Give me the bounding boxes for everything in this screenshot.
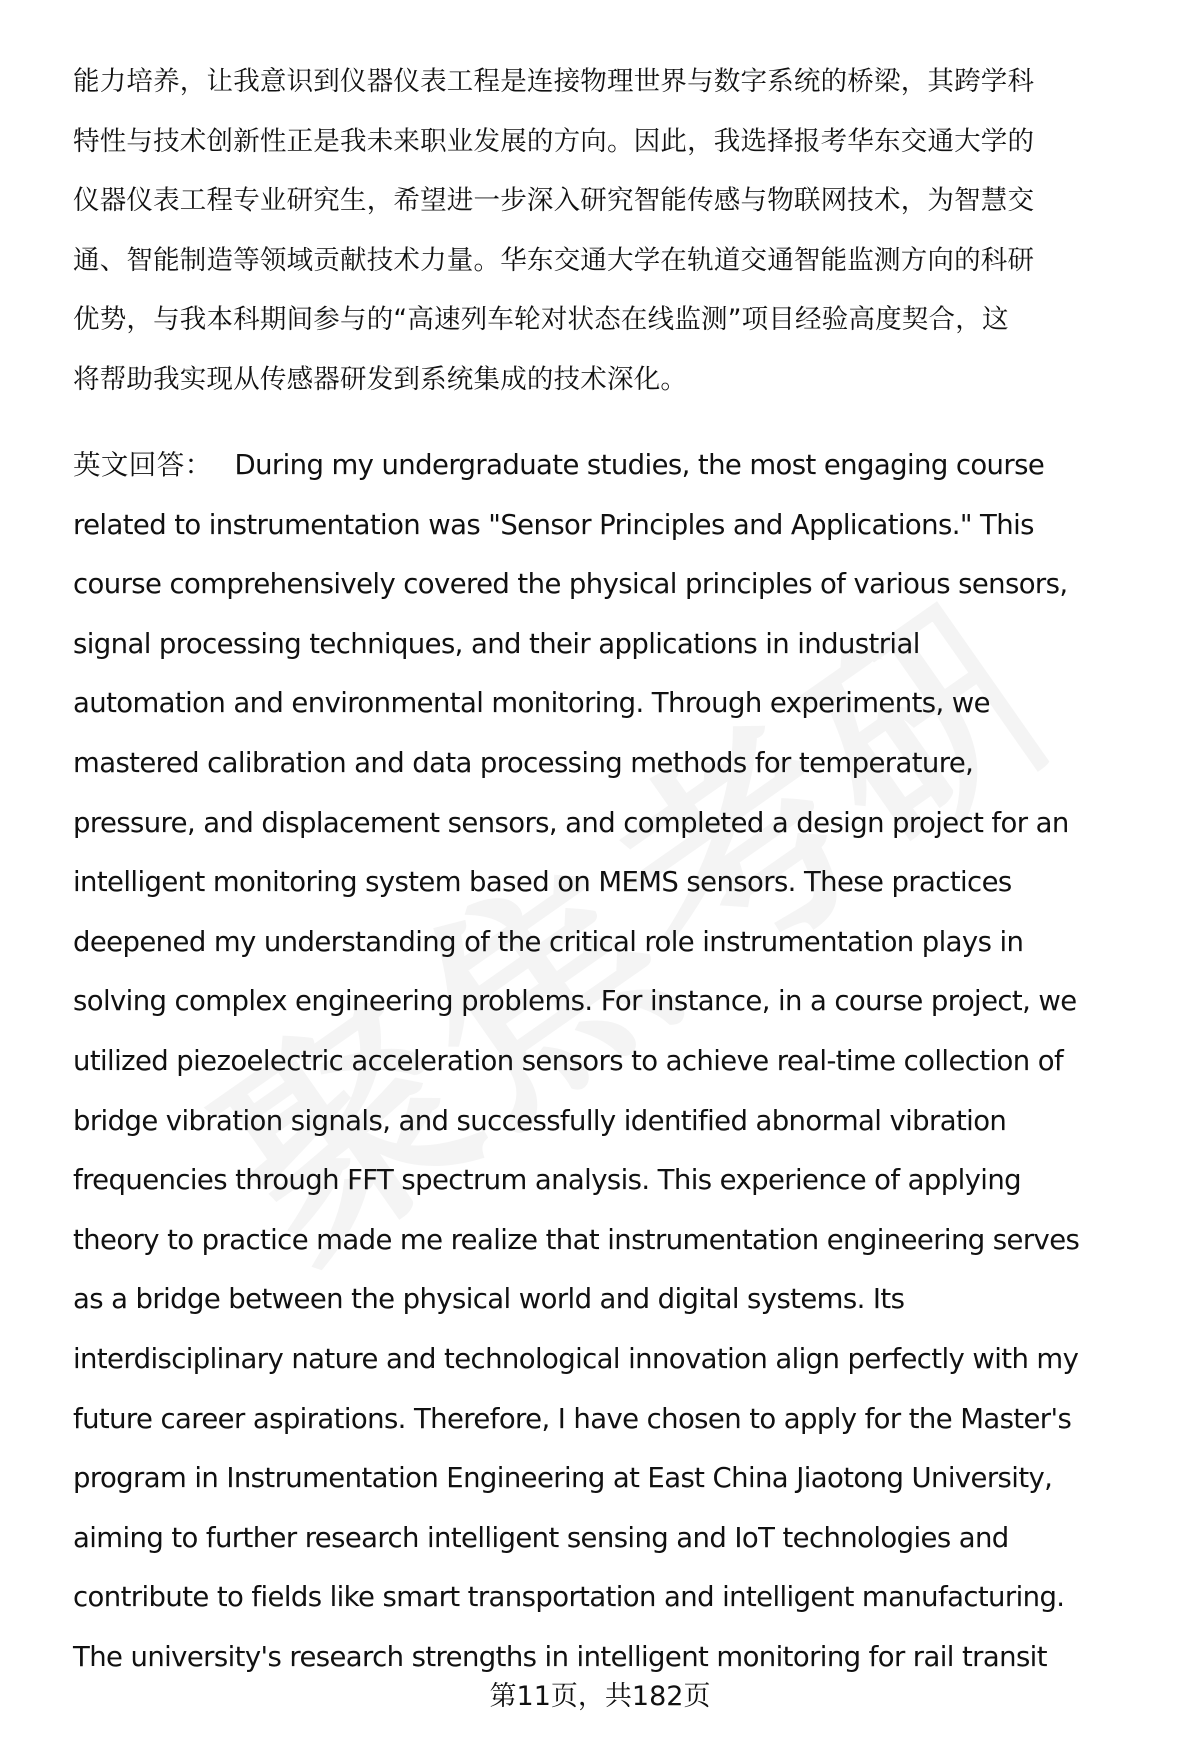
english-answer-line: solving complex engineering problems. For instance, in a course project, we bbox=[73, 985, 1077, 1018]
english-answer-line: mastered calibration and data processing methods for temperature, bbox=[73, 746, 974, 779]
english-answer-line: course comprehensively covered the physical principles of various sensors, bbox=[73, 568, 1068, 601]
chinese-answer-paragraph bbox=[73, 52, 1163, 409]
english-answer-line: theory to practice made me realize that instrumentation engineering serves bbox=[73, 1223, 1080, 1256]
chinese-answer-line: 优势，与我本科期间参与的“高速列车轮对状态在线监测”项目经验高度契合，这 bbox=[73, 304, 1009, 335]
english-answer-line: signal processing techniques, and their applications in industrial bbox=[73, 627, 920, 660]
english-answer-line: interdisciplinary nature and technological innovation align perfectly with my bbox=[73, 1342, 1079, 1375]
english-answer-line: pressure, and displacement sensors, and completed a design project for an bbox=[73, 806, 1069, 839]
english-answer-line: intelligent monitoring system based on MEMS sensors. These practices bbox=[73, 866, 1012, 899]
page-number-footer: 第11页，共182页 bbox=[489, 1681, 711, 1712]
english-answer-line: as a bridge between the physical world and digital systems. Its bbox=[73, 1283, 905, 1316]
english-answer-line: utilized piezoelectric acceleration sensors to achieve real-time collection of bbox=[73, 1044, 1064, 1077]
chinese-answer-line: 将帮助我实现从传感器研发到系统集成的技术深化。 bbox=[73, 363, 688, 395]
chinese-answer-line: 通、智能制造等领域贡献技术力量。华东交通大学在轨道交通智能监测方向的科研 bbox=[73, 244, 1035, 276]
english-answer-label: 英文回答： bbox=[73, 449, 213, 481]
chinese-answer-line: 特性与技术创新性正是我未来职业发展的方向。因此，我选择报考华东交通大学的 bbox=[73, 125, 1035, 157]
chinese-answer-line: 仪器仪表工程专业研究生，希望进一步深入研究智能传感与物联网技术，为智慧交 bbox=[73, 185, 1035, 216]
english-answer-first-line bbox=[73, 436, 1163, 496]
english-answer-line: program in Instrumentation Engineering at East China Jiaotong University, bbox=[73, 1462, 1053, 1495]
chinese-answer-line: 能力培养，让我意识到仪器仪表工程是连接物理世界与数字系统的桥梁，其跨学科 bbox=[73, 66, 1035, 97]
english-answer-line: The university's research strengths in intelligent monitoring for rail transit bbox=[73, 1640, 1047, 1673]
english-answer-paragraph bbox=[73, 436, 1163, 1687]
english-answer-line: deepened my understanding of the critical role instrumentation plays in bbox=[73, 925, 1024, 958]
english-answer-line: contribute to fields like smart transportation and intelligent manufacturing. bbox=[73, 1581, 1065, 1614]
english-answer-line: future career aspirations. Therefore, I have chosen to apply for the Master's bbox=[73, 1402, 1072, 1435]
english-answer-line: During my undergraduate studies, the most engaging course bbox=[234, 449, 1045, 481]
english-answer-line: bridge vibration signals, and successfully identified abnormal vibration bbox=[73, 1104, 1007, 1137]
english-answer-line: automation and environmental monitoring. Through experiments, we bbox=[73, 687, 990, 720]
english-answer-line: aiming to further research intelligent sensing and IoT technologies and bbox=[73, 1521, 1009, 1554]
english-answer-line: frequencies through FFT spectrum analysis. This experience of applying bbox=[73, 1164, 1022, 1197]
english-answer-line: related to instrumentation was "Sensor Principles and Applications." This bbox=[73, 508, 1034, 541]
